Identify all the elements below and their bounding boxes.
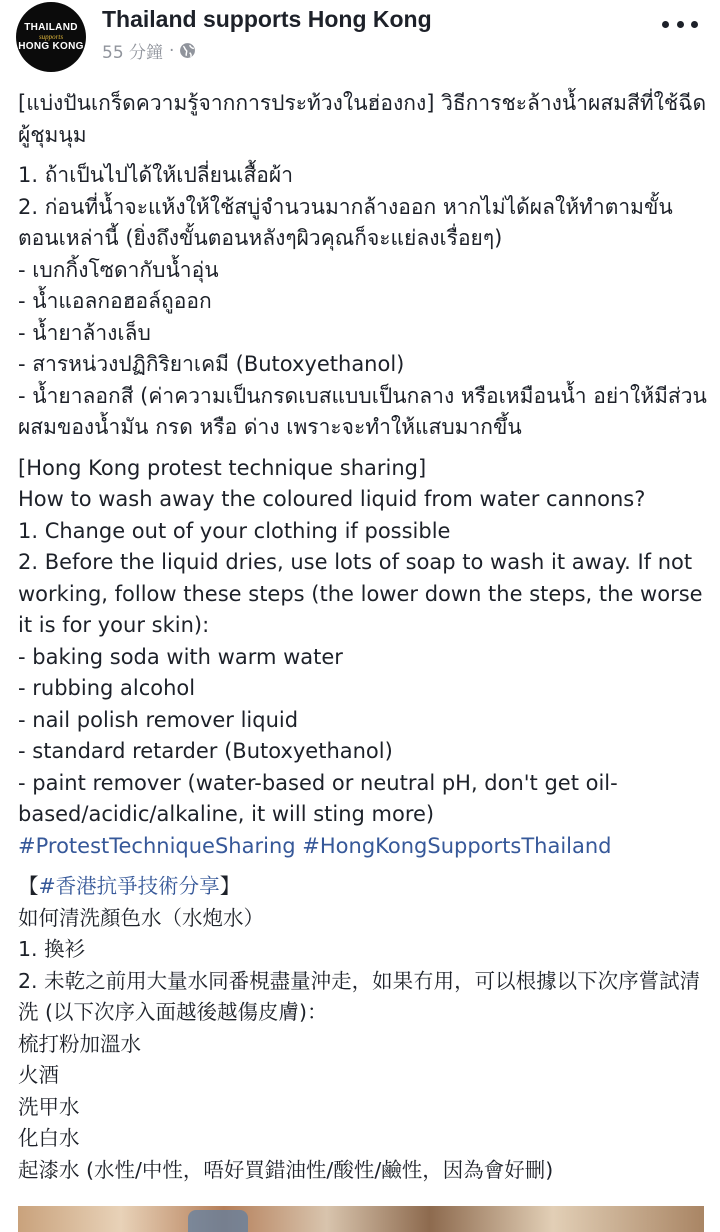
chinese-title [18,871,710,903]
page-name-link[interactable]: Thailand supports Hong Kong [102,6,432,32]
avatar-text-line3: HONG KONG [18,40,84,52]
thai-item: - น้ำแอลกอฮอล์ถูออก [18,289,212,313]
chinese-item: 化白水 [18,1126,80,1150]
more-options-button[interactable] [662,10,698,38]
english-step-2: 2. Before the liquid dries, use lots of soap to wash it away. If not working, follow these steps (the lower down the steps, the worse it is for your skin): [18,550,703,637]
post-photo[interactable] [18,1206,704,1232]
post-body [18,88,710,1186]
hashtag-link[interactable]: #ProtestTechniqueSharing [18,833,296,858]
thai-title: [แบ่งปันเกร็ดความรู้จากการประท้วงในฮ่องกง] วิธีการชะล้างน้ำผสมสีที่ใช้ฉีดผู้ชุมนุม [18,91,707,147]
avatar[interactable] [16,2,86,72]
english-item: - rubbing alcohol [18,676,196,700]
post-header [0,0,720,80]
english-item: - baking soda with warm water [18,644,343,669]
chinese-item: 起漆水 (水性/中性，唔好買錯油性/酸性/鹼性，因為會好刪) [18,1157,554,1182]
chinese-step-1: 1. 換衫 [18,937,86,961]
thai-item: - เบกกิ้งโซดากับน้ำอุ่น [18,257,219,282]
chinese-question: 如何清洗顏色水（水炮水） [18,905,264,930]
chinese-item: 梳打粉加溫水 [18,1031,141,1056]
english-step-1: 1. Change out of your clothing if possible [18,518,451,543]
thai-step-2: 2. ก่อนที่น้ำจะแห้งให้ใช้สบู่จำนวนมากล้างออก หากไม่ได้ผลให้ทำตามขั้นตอนเหล่านี้ (ยิ่งถึงขั้นตอนหลังๆผิวคุณก็จะแย่ลงเรื่อยๆ) [18,194,673,250]
hashtag-line [18,831,710,863]
english-item: - paint remover (water-based or neutral pH, don't get oil-based/acidic/alkaline, it will sting more) [18,770,618,826]
more-dot [691,21,698,28]
post-meta [102,38,196,63]
chinese-step-2: 2. 未乾之前用大量水同番梘盡量沖走，如果冇用，可以根據以下次序嘗試清洗 (以下次序入面越後越傷皮膚)： [18,968,701,1024]
more-dot [677,21,684,28]
more-dot [662,21,669,28]
thai-item: - น้ำยาลอกสี (ค่าความเป็นกรดเบสแบบเป็นกลาง หรือเหมือนน้ำ อย่าให้มีส่วนผสมของน้ำมัน กรด หรือ ด่าง เพราะจะทำให้แสบมากขึ้น [18,383,707,439]
chinese-item: 火酒 [18,1063,59,1087]
english-title: [Hong Kong protest technique sharing] [18,455,427,480]
thai-steps [18,160,710,444]
chinese-item: 洗甲水 [18,1094,80,1119]
avatar-text-line2: supports [38,32,64,41]
english-question: How to wash away the coloured liquid from water cannons? [18,487,646,511]
avatar-text-line1: THAILAND [24,21,78,33]
thai-step-1: 1. ถ้าเป็นไปได้ให้เปลี่ยนเสื้อผ้า [18,163,294,187]
english-section [18,453,710,863]
hashtag-link[interactable]: #香港抗爭技術分享 [38,874,220,898]
bracket-close: 】 [219,874,241,898]
english-item: - nail polish remover liquid [18,707,299,732]
hashtag-link[interactable]: #HongKongSupportsThailand [302,833,612,858]
thai-section [18,88,710,151]
thai-item: - สารหน่วงปฏิกิริยาเคมี (Butoxyethanol) [18,352,405,376]
bracket-open: 【 [18,874,39,898]
post-timestamp[interactable]: 55 分鐘 [102,43,164,63]
chinese-section [18,871,710,1186]
meta-separator: · [169,40,175,61]
english-item: - standard retarder (Butoxyethanol) [18,739,393,763]
thai-item: - น้ำยาล้างเล็บ [18,320,151,345]
globe-icon [179,42,196,59]
